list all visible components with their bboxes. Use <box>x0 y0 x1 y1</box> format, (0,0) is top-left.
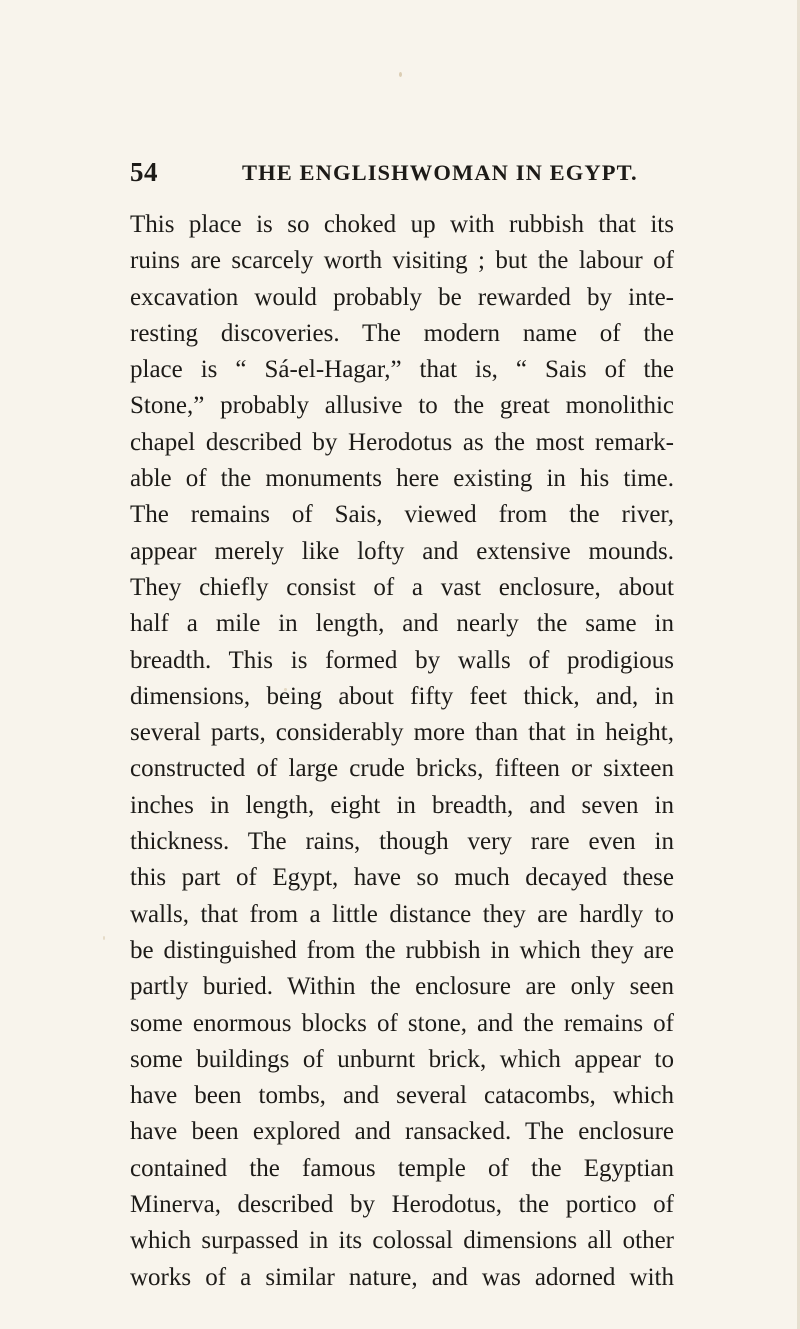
text-line: half a mile in length, and nearly the same in <box>130 610 674 638</box>
text-line: inches in length, eight in breadth, and seven in <box>130 791 674 819</box>
text-line: some buildings of unburnt brick, which appear to <box>130 1045 674 1073</box>
text-line: They chiefly consist of a vast enclosure, about <box>130 573 674 601</box>
page-header <box>130 157 674 191</box>
page-number: 54 <box>130 157 158 187</box>
paper-speck <box>399 72 402 77</box>
text-line: walls, that from a little distance they are hardly to <box>130 900 674 928</box>
text-line: partly buried. Within the enclosure are only seen <box>130 973 674 1001</box>
text-line: resting discoveries. The modern name of the <box>130 319 674 347</box>
text-line: The remains of Sais, viewed from the river, <box>130 501 674 529</box>
text-line: excavation would probably be rewarded by inte- <box>130 283 674 311</box>
text-line: works of a similar nature, and was adorned with <box>130 1263 674 1291</box>
paper-speck <box>103 936 105 940</box>
text-line: thickness. The rains, though very rare even in <box>130 828 674 856</box>
text-line: several parts, considerably more than that in height, <box>130 719 674 747</box>
text-line: dimensions, being about fifty feet thick, and, in <box>130 682 674 710</box>
text-line: be distinguished from the rubbish in which they are <box>130 936 674 964</box>
text-line: which surpassed in its colossal dimensions all other <box>130 1227 674 1255</box>
text-line: breadth. This is formed by walls of prodigious <box>130 646 674 674</box>
text-line: some enormous blocks of stone, and the remains of <box>130 1009 674 1037</box>
body-text <box>130 207 674 1296</box>
text-line: chapel described by Herodotus as the most remark- <box>130 428 674 456</box>
text-line: ruins are scarcely worth visiting ; but the labour of <box>130 247 674 275</box>
text-line: have been tombs, and several catacombs, which <box>130 1082 674 1110</box>
text-line: appear merely like lofty and extensive mounds. <box>130 537 674 565</box>
running-title: THE ENGLISHWOMAN IN EGYPT. <box>242 160 638 185</box>
text-line: this part of Egypt, have so much decayed these <box>130 864 674 892</box>
text-line: This place is so choked up with rubbish that its <box>130 211 674 238</box>
text-line: contained the famous temple of the Egyptian <box>130 1154 674 1182</box>
text-line: Minerva, described by Herodotus, the portico of <box>130 1191 674 1219</box>
text-line: place is “ Sá-el-Hagar,” that is, “ Sais of the <box>130 356 674 384</box>
text-line: able of the monuments here existing in his time. <box>130 465 674 493</box>
text-line: Stone,” probably allusive to the great monolithic <box>130 392 674 420</box>
text-line: have been explored and ransacked. The enclosure <box>130 1118 674 1146</box>
text-line: constructed of large crude bricks, fifteen or sixteen <box>130 755 674 783</box>
